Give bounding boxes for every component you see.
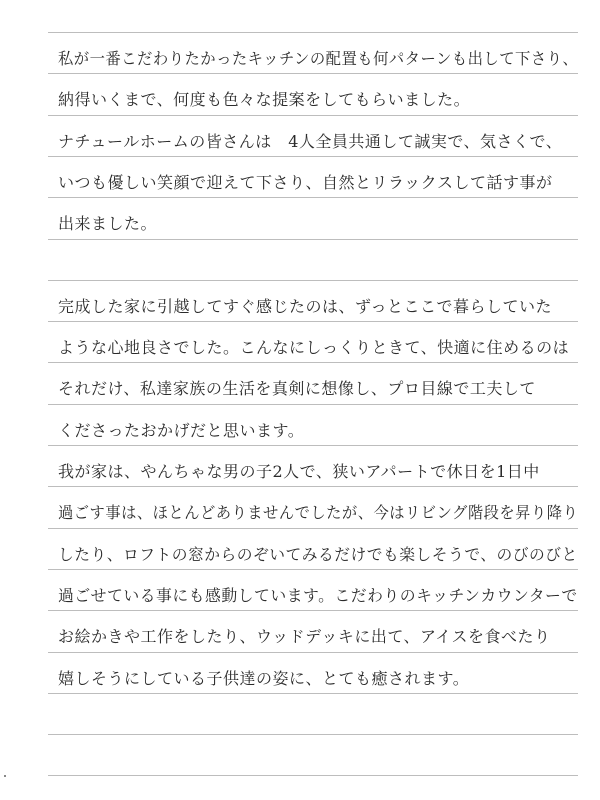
letter-line: 私が一番こだわりたかったキッチンの配置も何パターンも出して下さり、 [58,49,579,68]
ruled-line [48,321,578,322]
ruled-line [48,528,578,529]
ruled-line [48,652,578,653]
ruled-line [48,32,578,33]
ruled-line [48,445,578,446]
ruled-line [48,775,578,776]
ruled-line [48,362,578,363]
ruled-line [48,239,578,240]
letter-line: 我が家は、やんちゃな男の子2人で、狭いアパートで休日を1日中 [58,462,540,481]
ruled-line [48,280,578,281]
letter-line: ような心地良さでした。こんなにしっくりときて、快適に住めるのは [58,338,570,358]
letter-line: 嬉しそうにしている子供達の姿に、とても癒されます。 [58,668,470,688]
ruled-line [48,610,578,611]
letter-line: いつも優しい笑顔で迎えて下さり、自然とリラックスして話す事が [58,172,553,192]
ruled-line [48,734,578,735]
ruled-line [48,693,578,694]
letter-line: 納得いくまで、何度も色々な提案をしてもらいました。 [58,90,471,110]
letter-line: 過ごす事は、ほとんどありませんでしたが、今はリビング階段を昇り降り [58,503,579,523]
letter-line: くださったおかげだと思います。 [58,420,305,440]
ruled-line [48,569,578,570]
letter-line: それだけ、私達家族の生活を真剣に想像し、プロ目線で工夫して [58,379,536,399]
letter-line: 過ごせている事にも感動しています。こだわりのキッチンカウンターで [58,585,578,605]
ruled-line [48,197,578,198]
letter-line: お絵かきや工作をしたり、ウッドデッキに出て、アイスを食べたり [58,627,551,647]
letter-line: 出来ました。 [58,214,158,234]
ruled-line [48,156,578,157]
ruled-line [48,404,578,405]
letter-line: ナチュールホームの皆さんは 4人全員共通して誠実で、気さくで、 [58,131,563,151]
letter-line: したり、ロフトの窓からのぞいてみるだけでも楽しそうで、のびのびと [58,544,578,564]
ruled-line [48,486,578,487]
ruled-line [48,73,578,74]
scan-dot [4,775,6,777]
letter-line: 完成した家に引越してすぐ感じたのは、ずっとここで暮らしていた [58,296,553,316]
ruled-line [48,115,578,116]
